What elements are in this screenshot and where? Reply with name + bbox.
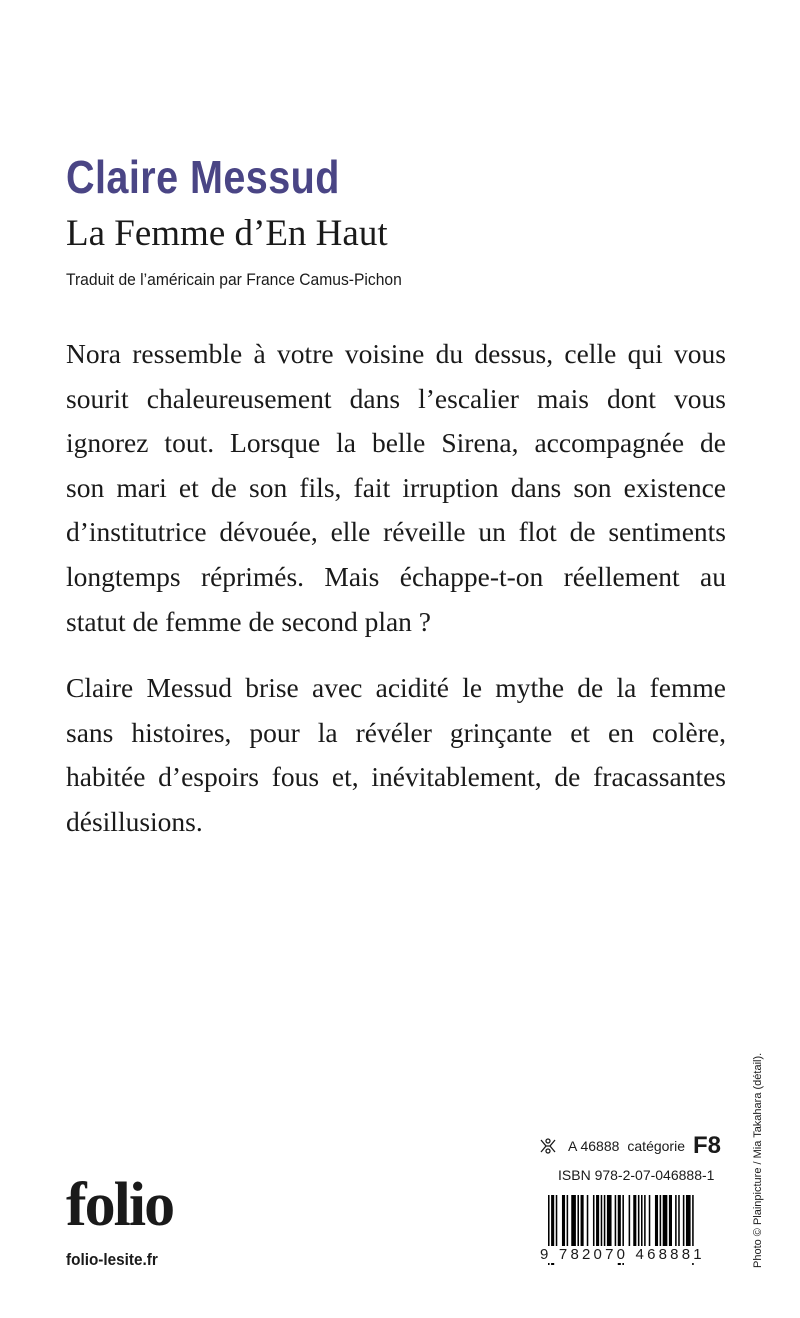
category-code: F8 bbox=[692, 1132, 721, 1159]
blurb-paragraph-2 bbox=[66, 666, 726, 844]
blurb-paragraph-1 bbox=[66, 332, 726, 644]
blurb-line: Claire Messud brise avec acidité le mythe de la femme bbox=[66, 672, 726, 703]
blurb-line: désillusions. bbox=[66, 805, 203, 837]
isbn: ISBN 978-2-07-046888-1 bbox=[558, 1167, 715, 1183]
blurb-line: ignorez tout. Lorsque la belle Sirena, accompagnée de bbox=[66, 427, 726, 459]
blurb-line: statut de femme de second plan ? bbox=[66, 605, 432, 637]
gallimard-emblem-icon bbox=[538, 1137, 558, 1155]
publisher-logo: folio bbox=[66, 1171, 174, 1239]
barcode-number: 9 782070 468881 bbox=[540, 1246, 720, 1263]
blurb-line: d’institutrice dévouée, elle réveille un flot de sentiments bbox=[66, 516, 726, 548]
website-link: folio-lesite.fr bbox=[66, 1250, 158, 1269]
blurb-line: sans histoires, pour la révéler grinçante et en colère, bbox=[66, 716, 726, 748]
blurb-line: Nora ressemble à votre voisine du dessus, celle qui vous bbox=[66, 338, 726, 369]
catalog-line bbox=[538, 1132, 721, 1160]
blurb-line: longtemps réprimés. Mais échappe-t-on réellement au bbox=[66, 560, 726, 592]
translator-credit: Traduit de l’américain par France Camus-Pichon bbox=[66, 270, 402, 289]
photo-credit: Photo © Plainpicture / Mia Takahara (détail). bbox=[752, 1052, 764, 1268]
blurb-line: habitée d’espoirs fous et, inévitablement, de fracassantes bbox=[66, 761, 726, 793]
blurb-line: sourit chaleureusement dans l’escalier mais dont vous bbox=[66, 382, 726, 414]
author-name: Claire Messud bbox=[66, 151, 340, 203]
book-title: La Femme d’En Haut bbox=[66, 213, 388, 254]
catalog-code: A 46888 bbox=[568, 1138, 620, 1154]
blurb-line: son mari et de son fils, fait irruption dans son existence bbox=[66, 471, 726, 503]
category-label: catégorie bbox=[627, 1138, 685, 1154]
